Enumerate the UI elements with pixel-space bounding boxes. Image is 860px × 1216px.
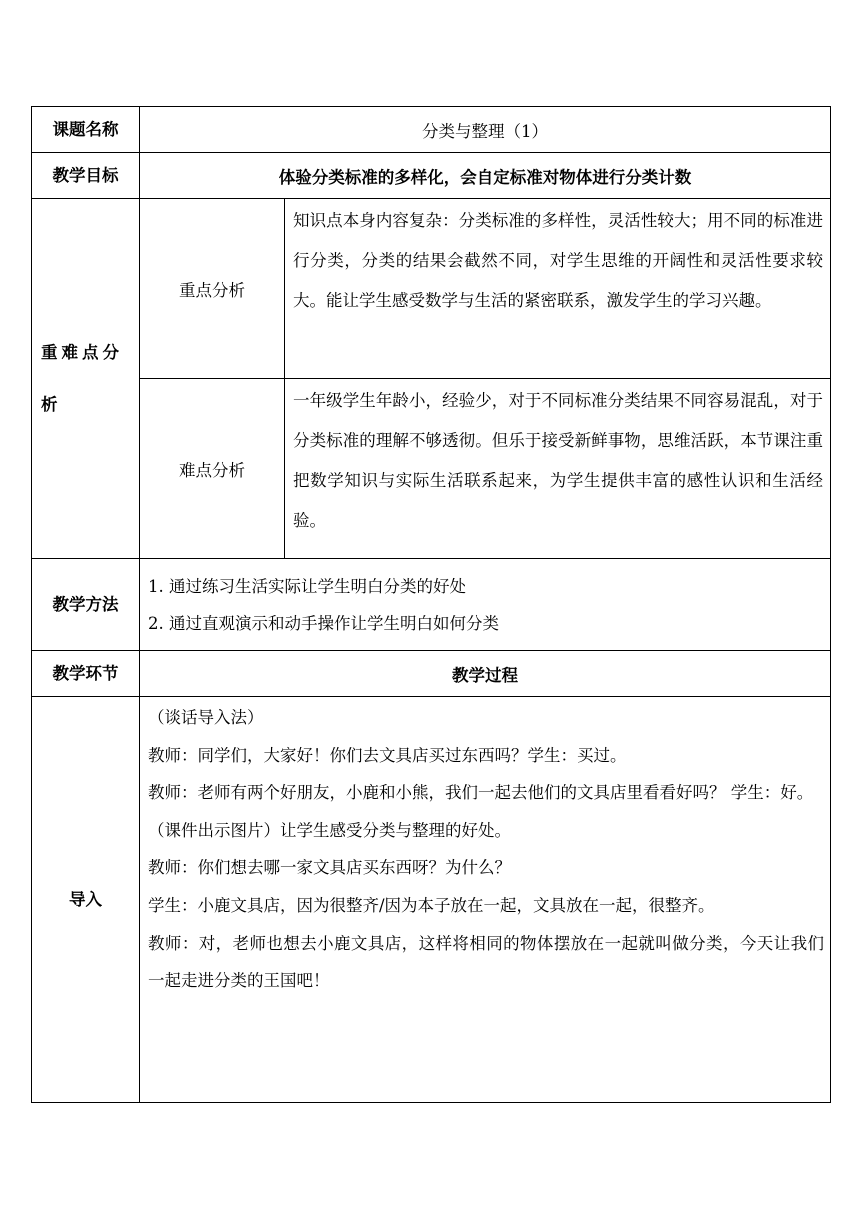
intro-row [32,697,831,1103]
method-item: 1. 通过练习生活实际让学生明白分类的好处 [148,576,466,596]
process-header-row [32,651,831,697]
process-line: 教师：老师有两个好朋友，小鹿和小熊，我们一起去他们的文具店里看看好吗？ 学生：好。 [148,783,814,803]
goal-value: 体验分类标准的多样化，会自定标准对物体进行分类计数 [140,153,831,199]
topic-label: 课题名称 [32,107,140,153]
process-line: 教师：对，老师也想去小鹿文具店，这样将相同的物体摆放在一起就叫做分类，今天让我们一起走进分类的王国吧！ [148,933,824,991]
difficulty-label: 难点分析 [140,379,285,559]
difficulty-text: 一年级学生年龄小，经验少，对于不同标准分类结果不同容易混乱，对于分类标准的理解不够透彻。但乐于接受新鲜事物，思维活跃，本节课注重把数学知识与实际生活联系起来，为学生提供丰富的感性认识和生活经验。 [285,379,831,559]
process-line: 教师：同学们，大家好！你们去文具店买过东西吗？学生：买过。 [148,745,627,765]
process-line: （谈话导入法） [148,708,264,727]
key-point-row [32,199,831,379]
stage-header: 教学环节 [32,651,140,697]
difficulty-row [32,379,831,559]
method-item: 2. 通过直观演示和动手操作让学生明白如何分类 [148,613,499,633]
methods-label: 教学方法 [32,559,140,651]
analysis-label: 重难点分析 [32,199,140,559]
key-point-label: 重点分析 [140,199,285,379]
intro-label: 导入 [32,697,140,1103]
topic-row [32,107,831,153]
intro-process [140,697,831,1103]
key-point-text: 知识点本身内容复杂：分类标准的多样性，灵活性较大；用不同的标准进行分类，分类的结果会截然不同，对学生思维的开阔性和灵活性要求较大。能让学生感受数学与生活的紧密联系，激发学生的学习兴趣。 [285,199,831,379]
process-line: 学生：小鹿文具店，因为很整齐/因为本子放在一起，文具放在一起，很整齐。 [148,895,715,915]
methods-row [32,559,831,651]
lesson-plan-table [31,106,831,1103]
process-header: 教学过程 [140,651,831,697]
process-line: （课件出示图片）让学生感受分类与整理的好处。 [148,820,511,840]
topic-value: 分类与整理（1） [140,107,831,153]
goal-row [32,153,831,199]
process-line: 教师：你们想去哪一家文具店买东西呀？为什么？ [148,858,511,878]
methods-list [140,559,831,651]
goal-label: 教学目标 [32,153,140,199]
